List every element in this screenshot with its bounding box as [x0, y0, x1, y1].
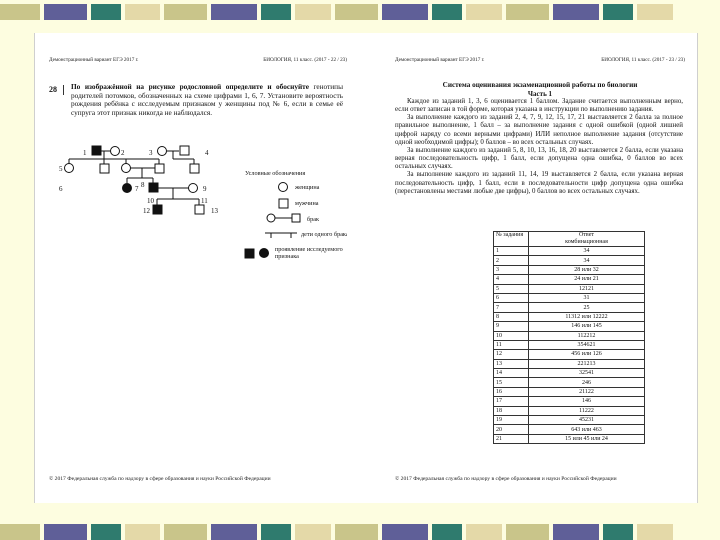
answer-cell: 31: [529, 293, 645, 302]
answers-table-row: [494, 256, 645, 265]
header-task-number: № задания: [494, 232, 529, 247]
rule-paragraph: Каждое из заданий 1, 3, 6 оценивается 1 баллом. Задание считается выполненным верно, если ответ записан в той форме, которая указана в инструкции по выполнению задания.: [395, 98, 683, 114]
answers-table-row: [494, 331, 645, 340]
pedigree-label: 6: [59, 185, 63, 193]
task-number-cell: 1: [494, 247, 529, 256]
answers-table-row: [494, 293, 645, 302]
legend-trait: проявление исследуемого признака: [275, 246, 343, 260]
answer-cell: 24 или 21: [529, 275, 645, 284]
task-text: [71, 83, 343, 118]
pedigree-label: 7: [135, 185, 139, 193]
answers-table-row: [494, 416, 645, 425]
task-number-cell: 19: [494, 416, 529, 425]
pedigree-label: 13: [211, 207, 218, 215]
legend-title: Условные обозначения: [245, 170, 306, 177]
task-number-cell: 16: [494, 387, 529, 396]
right-page-footer: © 2017 Федеральная служба по надзору в сфере образования и науки Российской Федерации: [395, 476, 617, 482]
answers-table-row: [494, 247, 645, 256]
scoring-rules: [395, 98, 683, 196]
scoring-title: Система оценивания экзаменационной работы по биологии: [442, 81, 638, 89]
pedigree-label: 1: [83, 149, 87, 157]
answers-table-row: [494, 397, 645, 406]
rule-paragraph: За выполнение каждого из заданий 11, 14, 19 выставляется 2 балла, если указана верная последовательность цифр, 1 балл, если в последовательности цифр допущена одна ошибка (перестановлены местами любые две цифры), 0 баллов во всех остальных случаях.: [395, 171, 683, 195]
bottom-decor-stripe: [0, 524, 720, 540]
left-page-header: [49, 57, 347, 63]
task-number-cell: 13: [494, 359, 529, 368]
answers-table-header: [494, 232, 645, 247]
answer-cell: 25: [529, 303, 645, 312]
answer-cell: 112212: [529, 331, 645, 340]
right-header-title: Демонстрационный вариант ЕГЭ 2017 г.: [395, 57, 485, 63]
question-number: 28: [49, 85, 64, 95]
task-number-cell: 11: [494, 340, 529, 349]
answers-table-row: [494, 359, 645, 368]
left-page-footer: © 2017 Федеральная служба по надзору в сфере образования и науки Российской Федерации: [49, 476, 271, 482]
task-number-cell: 17: [494, 397, 529, 406]
answer-cell: 32541: [529, 369, 645, 378]
answers-table-row: [494, 378, 645, 387]
task-number-cell: 2: [494, 256, 529, 265]
answer-cell: 456 или 126: [529, 350, 645, 359]
answers-table-row: [494, 387, 645, 396]
answer-cell: 146 или 145: [529, 322, 645, 331]
task-number-cell: 8: [494, 312, 529, 321]
answers-table-row: [494, 434, 645, 443]
pedigree-label: 10: [147, 197, 154, 205]
left-page: [49, 33, 347, 503]
task-number-cell: 12: [494, 350, 529, 359]
answers-table-row: [494, 369, 645, 378]
answers-table-row: [494, 275, 645, 284]
answer-cell: 34: [529, 247, 645, 256]
task-number-cell: 15: [494, 378, 529, 387]
answer-cell: 246: [529, 378, 645, 387]
answer-cell: 11222: [529, 406, 645, 415]
answers-table-row: [494, 406, 645, 415]
task-number-cell: 14: [494, 369, 529, 378]
legend-female: женщина: [295, 184, 320, 191]
rule-paragraph: За выполнение каждого из заданий 2, 4, 7, 9, 12, 15, 17, 21 выставляется 2 балла за полное правильное выполнение, 1 балл – за выполнение задания с одной ошибкой (одной лишней цифрой наряду со всеми верными цифрами) ИЛИ неполное выполнение задания (отсутствие одной необходимой цифры); 0 баллов – во всех остальных случаях.: [395, 114, 683, 146]
answers-table-row: [494, 350, 645, 359]
answers-table-row: [494, 340, 645, 349]
answer-cell: 34: [529, 256, 645, 265]
answer-cell: 221213: [529, 359, 645, 368]
pedigree-label: 2: [121, 149, 125, 157]
task-rest: генотипы родителей потомков, обозначенных на схеме цифрами 1, 6, 7. Установите вероятность рождения ребёнка с исследуемым признаком у женщины под № 6, если в семье её супруга этот признак никогда не наблюдался.: [71, 82, 343, 118]
pedigree-label: 9: [203, 185, 207, 193]
document-sheet: [34, 33, 698, 503]
pedigree-diagram: [49, 133, 347, 278]
answer-cell: 28 или 32: [529, 265, 645, 274]
answers-table-row: [494, 284, 645, 293]
task-number-cell: 7: [494, 303, 529, 312]
answer-cell: 45231: [529, 416, 645, 425]
task-number-cell: 18: [494, 406, 529, 415]
right-page: [395, 33, 685, 503]
answers-table-row: [494, 312, 645, 321]
task-lead: По изображённой на рисунке родословной определите и обоснуйте: [71, 82, 309, 91]
answer-cell: 21122: [529, 387, 645, 396]
answer-cell: 11312 или 12222: [529, 312, 645, 321]
pedigree-label: 8: [141, 181, 145, 189]
answers-table-row: [494, 265, 645, 274]
task-number-cell: 20: [494, 425, 529, 434]
answers-table-row: [494, 425, 645, 434]
task-number-cell: 21: [494, 434, 529, 443]
task-number-cell: 5: [494, 284, 529, 293]
pedigree-label: 3: [149, 149, 153, 157]
pedigree-label: 11: [201, 197, 208, 205]
answer-cell: 146: [529, 397, 645, 406]
answer-cell: 354621: [529, 340, 645, 349]
legend-male: мужчина: [295, 200, 319, 207]
left-header-subject: БИОЛОГИЯ, 11 класс. (2017 - 22 / 23): [263, 57, 347, 63]
task-number-cell: 10: [494, 331, 529, 340]
answers-table: [493, 231, 645, 444]
pedigree-label: 4: [205, 149, 209, 157]
rule-paragraph: За выполнение каждого из заданий 5, 8, 10, 13, 16, 18, 20 выставляется 2 балла, если указана верная последовательность цифр, 1 балл, если допущена одна ошибка, 0 баллов во всех остальных случаях.: [395, 146, 683, 171]
right-header-subject: БИОЛОГИЯ, 11 класс. (2017 - 23 / 23): [601, 57, 685, 63]
task-number-cell: 4: [494, 275, 529, 284]
answer-cell: 643 или 463: [529, 425, 645, 434]
pedigree-label: 5: [59, 165, 63, 173]
legend-children: дети одного брака: [301, 231, 347, 238]
answer-cell: 15 или 45 или 24: [529, 434, 645, 443]
answers-table-body: [494, 247, 645, 444]
part-heading: Часть 1: [527, 90, 553, 98]
task-number-cell: 6: [494, 293, 529, 302]
header-answer: [529, 232, 645, 247]
right-page-header: [395, 57, 685, 63]
header-answer-sub: комбинационная: [565, 238, 608, 245]
answers-table-row: [494, 303, 645, 312]
top-decor-stripe: [0, 4, 720, 20]
legend-marriage: брак: [307, 216, 319, 223]
task-number-cell: 9: [494, 322, 529, 331]
left-header-title: Демонстрационный вариант ЕГЭ 2017 г.: [49, 57, 139, 63]
task-number-cell: 3: [494, 265, 529, 274]
answers-table-row: [494, 322, 645, 331]
answer-cell: 12121: [529, 284, 645, 293]
header-answer-label: Ответ: [578, 232, 595, 238]
pedigree-label: 12: [143, 207, 150, 215]
